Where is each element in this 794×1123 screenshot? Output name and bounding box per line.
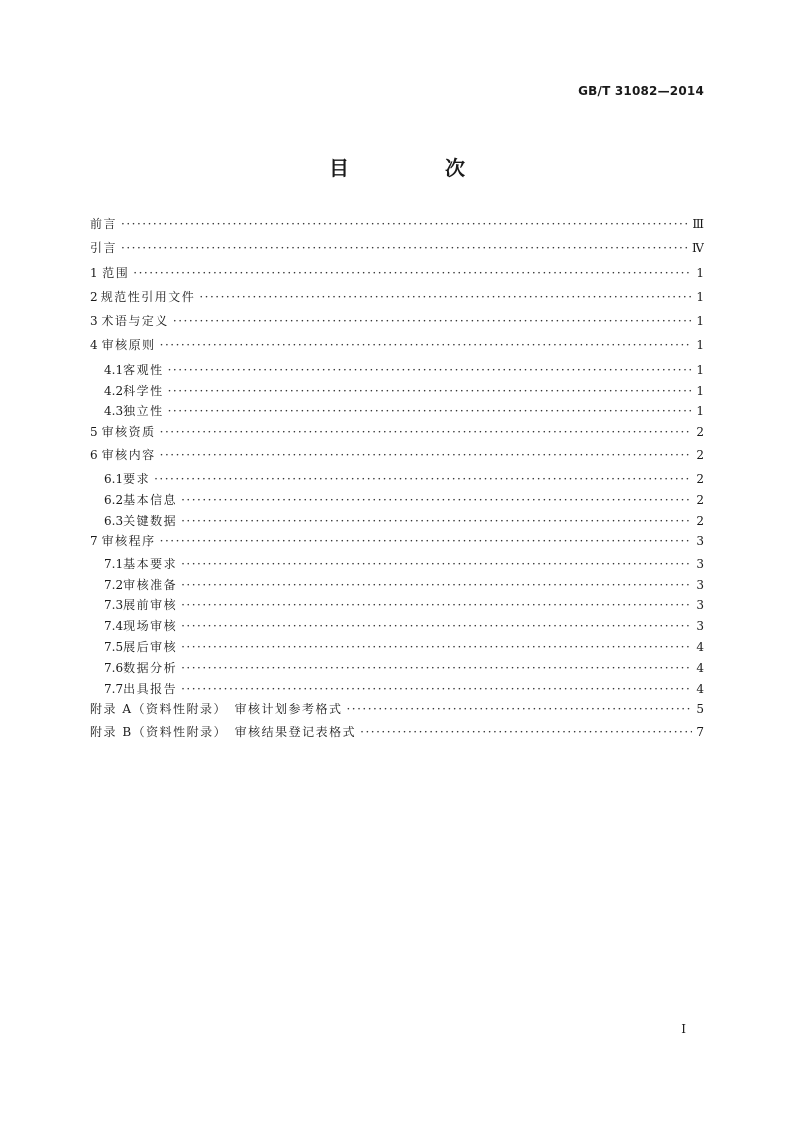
toc-entry[interactable] [90,577,704,598]
toc-entry-number: 7.2 [104,577,124,592]
toc-leader-dots [160,424,692,440]
toc-entry-number: 6.2 [104,492,124,507]
toc-entry-page: 3 [696,598,704,613]
toc-entry-number: 4 [90,338,98,353]
toc-entry-label: 现场审核 [123,619,178,634]
toc-entry[interactable] [90,471,704,492]
toc-entry[interactable] [90,403,704,424]
toc-entry-label: 范围 [102,265,130,280]
toc-entry-page: 2 [696,492,704,507]
toc-leader-dots [181,660,692,676]
toc-entry-number: 7 [90,534,98,549]
toc-entry-page: 1 [696,265,704,280]
toc-entry[interactable] [90,701,704,724]
toc-leader-dots [121,216,688,232]
toc-entry-label: 科学性 [123,383,164,398]
toc-leader-dots [168,383,692,399]
toc-entry-page: 4 [696,640,704,655]
toc-entry-label: 审核原则 [101,338,156,353]
toc-leader-dots [173,313,692,329]
toc-leader-dots [121,240,688,256]
toc-entry[interactable] [90,265,704,289]
toc-entry-label: 关键数据 [123,513,178,528]
toc-entry-number: 7.6 [104,660,124,675]
toc-entry-page: 1 [696,383,704,398]
toc-leader-dots [181,577,692,593]
toc-entry-page: 2 [696,447,704,462]
toc-entry-number: 6.1 [104,471,124,486]
toc-entry-page: 1 [696,314,704,329]
toc-entry-number: 7.3 [104,598,124,613]
toc-entry-page: 4 [696,681,704,696]
toc-entry-label: 要求 [123,471,151,486]
toc-leader-dots [181,618,692,634]
toc-entry-number: 7.7 [104,681,124,696]
toc-entry-page: 3 [696,556,704,571]
toc-entry-label: 基本信息 [123,492,178,507]
toc-entry-number: 4.1 [104,362,124,377]
table-of-contents [90,216,704,748]
toc-leader-dots [360,724,692,740]
toc-leader-dots [199,289,692,305]
toc-entry[interactable] [90,533,704,556]
toc-entry-label: 规范性引用文件 [100,289,196,304]
toc-entry-number: 4.3 [104,404,124,419]
toc-entry[interactable] [90,240,704,264]
toc-entry-label: 术语与定义 [101,314,169,329]
toc-entry[interactable] [90,313,704,337]
toc-entry-page: 3 [696,534,704,549]
page-number: I [681,1022,686,1036]
toc-entry-number: 4.2 [104,383,124,398]
toc-entry-number: 3 [90,314,98,329]
toc-entry-number: 7.1 [104,556,124,571]
toc-entry-page: 2 [696,513,704,528]
toc-entry-label: 客观性 [123,362,164,377]
toc-entry-page: 5 [696,702,704,717]
toc-entry[interactable] [90,724,704,748]
toc-leader-dots [181,492,692,508]
toc-entry-label: 独立性 [123,404,164,419]
toc-entry-label: 展后审核 [123,640,178,655]
toc-entry-page: 1 [696,362,704,377]
toc-entry-page: 4 [696,660,704,675]
toc-entry[interactable] [90,618,704,639]
toc-entry-label: 前言 [90,217,118,231]
toc-leader-dots [160,533,692,549]
toc-entry-label: 基本要求 [123,556,178,571]
toc-entry[interactable] [90,492,704,513]
toc-entry-page: 7 [696,724,704,739]
toc-entry[interactable] [90,337,704,361]
toc-entry[interactable] [90,513,704,534]
toc-entry-number: 1 [90,265,98,280]
toc-entry-page: 1 [696,338,704,353]
toc-entry-number: 7.5 [104,640,124,655]
toc-entry-label: 附录 B（资料性附录） 审核结果登记表格式 [90,724,357,739]
toc-entry-page: 3 [696,577,704,592]
toc-entry[interactable] [90,216,704,240]
toc-entry[interactable] [90,424,704,447]
toc-entry-label: 审核准备 [123,577,178,592]
toc-entry-number: 6 [90,447,98,462]
toc-leader-dots [181,513,692,529]
toc-entry[interactable] [90,660,704,681]
toc-entry-page: 2 [696,471,704,486]
toc-entry-label: 展前审核 [123,598,178,613]
standard-code: GB/T 31082—2014 [578,84,704,98]
toc-entry-label: 审核资质 [101,425,156,440]
toc-entry-page: 3 [696,619,704,634]
toc-leader-dots [181,639,692,655]
toc-entry-label: 引言 [90,241,118,256]
toc-entry-page: 1 [696,289,704,304]
toc-leader-dots [160,447,692,463]
toc-entry-page: Ⅳ [692,241,704,256]
toc-entry-number: 6.3 [104,513,124,528]
toc-leader-dots [346,701,692,717]
toc-leader-dots [181,597,692,613]
toc-entry[interactable] [90,639,704,660]
toc-leader-dots [160,337,692,353]
toc-title: 目 次 [329,156,503,180]
toc-entry-page: 2 [696,425,704,440]
toc-entry[interactable] [90,681,704,702]
toc-entry-page: 1 [696,404,704,419]
toc-leader-dots [133,265,692,281]
toc-entry[interactable] [90,362,704,383]
toc-leader-dots [181,556,692,572]
toc-leader-dots [154,471,692,487]
toc-entry[interactable] [90,597,704,618]
toc-entry-label: 附录 A（资料性附录） 审核计划参考格式 [90,702,343,717]
toc-entry[interactable] [90,383,704,404]
toc-leader-dots [181,681,692,697]
toc-entry[interactable] [90,556,704,577]
toc-entry-number: 7.4 [104,619,124,634]
toc-entry-number: 5 [90,425,98,440]
toc-entry-page: Ⅲ [692,217,704,231]
toc-entry[interactable] [90,289,704,313]
toc-entry-label: 审核内容 [101,447,156,462]
toc-leader-dots [168,362,692,378]
toc-leader-dots [168,403,692,419]
toc-entry-label: 审核程序 [101,534,156,549]
toc-entry-label: 出具报告 [123,681,178,696]
toc-entry-number: 2 [90,289,98,304]
toc-entry[interactable] [90,447,704,471]
toc-entry-label: 数据分析 [123,660,178,675]
